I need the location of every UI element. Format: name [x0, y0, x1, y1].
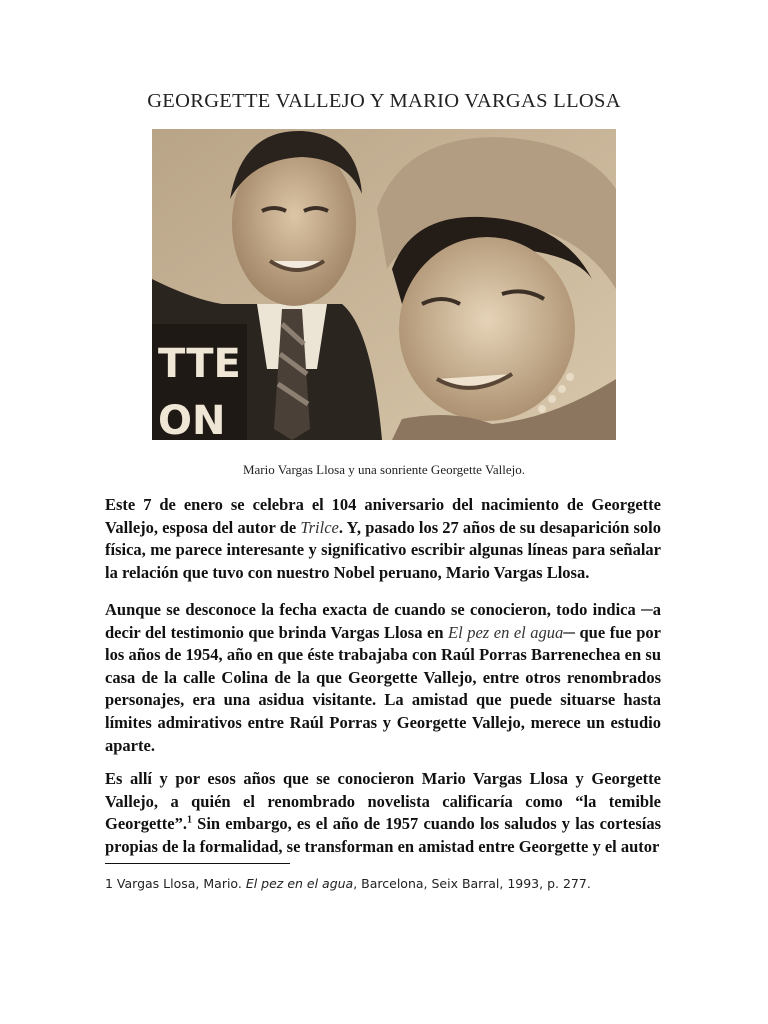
- footnote-reference[interactable]: 1: [187, 814, 192, 826]
- book-title-trilce: Trilce: [300, 517, 339, 537]
- footnote: 1 Vargas Llosa, Mario. El pez en el agua, Barcelona, Seix Barral, 1993, p. 277.: [105, 876, 591, 891]
- sign-text-bottom: ON: [158, 398, 226, 440]
- paragraph-1: Este 7 de enero se celebra el 104 aniversario del nacimiento de Georgette Vallejo, esposa del autor de Trilce. Y, pasado los 27 años de su desaparición solo física, me parece interesante y significativo escribir algunas líneas para señalar la relación que tuvo con nuestro Nobel peruano, Mario Vargas Llosa.: [105, 495, 662, 582]
- sign-text-top: TTE: [158, 341, 241, 387]
- photo: [152, 129, 616, 440]
- document-title: GEORGETTE VALLEJO Y MARIO VARGAS LLOSA: [147, 90, 621, 112]
- book-title-el-pez: El pez en el agua: [448, 622, 564, 642]
- paragraph-3: Es allí y por esos años que se conocieron Mario Vargas Llosa y Georgette Vallejo, a quién el renombrado novelista calificaría como “la temible Georgette”.$^1$ Sin embargo, es el año de 1957 cuando los saludos y las cortesías propias de la formalidad, se transforman en amistad entre Georgette y el autor: [105, 769, 661, 856]
- photo-portrait-image: [152, 129, 616, 440]
- photo-caption: Mario Vargas Llosa y una sonriente Georgette Vallejo.: [242, 462, 526, 477]
- paragraph-2: Aunque se desconoce la fecha exacta de cuando se conocieron, todo indica ─a decir del testimonio que brinda Vargas Llosa en El pez en el agua─ que fue por los años de 1954, año en que éste trabajaba con Raúl Porras Barrenechea en su casa de la calle Colina de la que Georgette Vallejo, entre otros renombrados personajes, era una asidua visitante. La amistad que puede situarse hasta límites admirativos entre Raúl Porras y Georgette Vallejo, merece un estudio aparte.: [105, 600, 661, 755]
- footnote-separator: [105, 863, 290, 864]
